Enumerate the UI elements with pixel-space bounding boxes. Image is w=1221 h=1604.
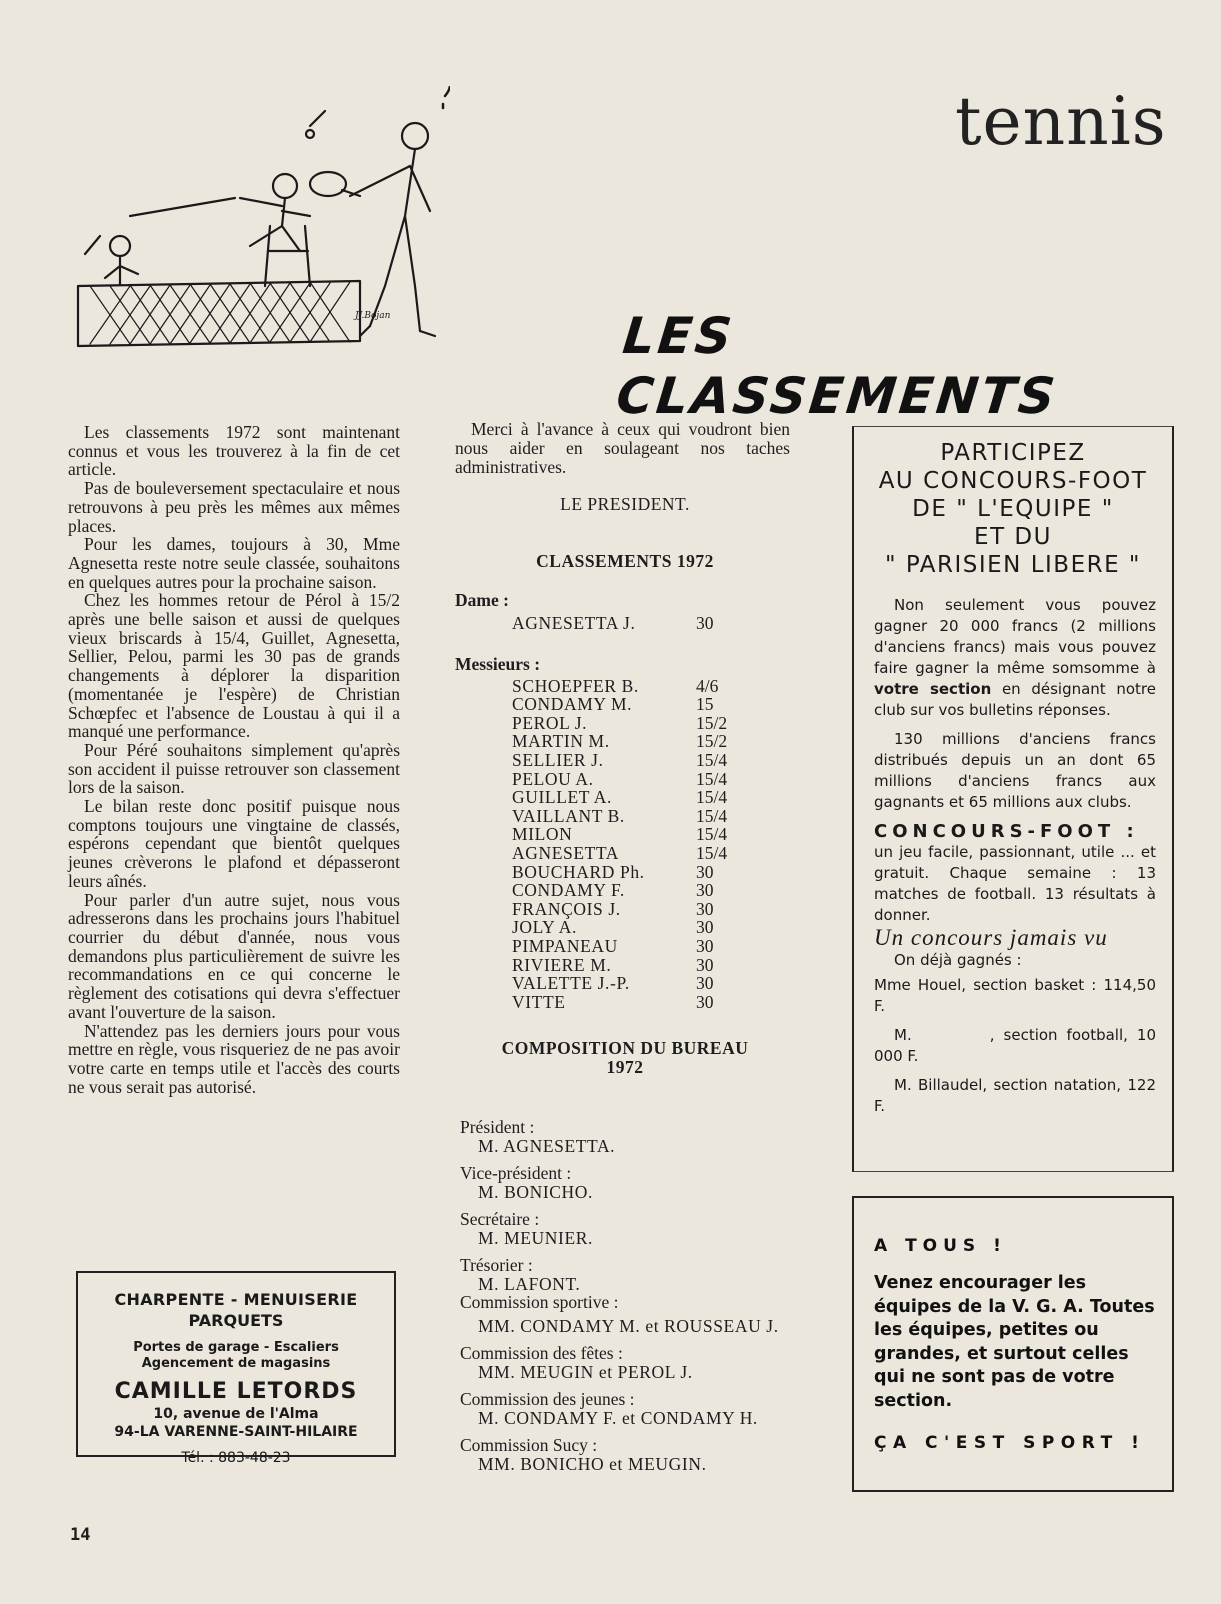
table-row bbox=[512, 614, 714, 633]
article-title: LES CLASSEMENTS bbox=[613, 307, 1061, 425]
player-rank: 30 bbox=[696, 898, 714, 919]
concours-heading bbox=[854, 439, 1172, 579]
men-table bbox=[512, 677, 727, 1012]
heading-line: PARTICIPEZ bbox=[940, 440, 1086, 466]
tous-heading: A TOUS ! bbox=[874, 1236, 1007, 1256]
heading-line: ET DU bbox=[974, 524, 1052, 550]
ad-address: 10, avenue de l'Alma bbox=[153, 1406, 319, 1422]
bureau-title bbox=[455, 1039, 795, 1077]
player-name: RIVIERE M. bbox=[512, 954, 612, 975]
table-row bbox=[512, 788, 727, 807]
paragraph: Le bilan reste donc positif puisque nous comptons toujours une vingtaine de classés, espérons cependant que bientôt quelques jeunes crèverons le plafond et dépasseront leurs aînés. bbox=[68, 796, 400, 891]
player-rank: 15/2 bbox=[696, 712, 728, 733]
player-name: SELLIER J. bbox=[512, 749, 604, 770]
player-rank: 30 bbox=[696, 954, 714, 975]
paragraph: Chez les hommes retour de Pérol à 15/2 après une belle saison et aussi de quelques vieux briscards à 15/4, Guillet, Agnesetta, Sellier, Pelou, parmi les 30 pas de grands changements à déplorer la disparition (momentanée je l'espère) de Christian Schœpfec et l'absence de Loustau à qui il a manqué une performance. bbox=[68, 590, 400, 742]
table-row bbox=[512, 863, 727, 882]
player-name: CONDAMY M. bbox=[512, 694, 633, 715]
bureau-role: Commission des fêtes : bbox=[460, 1343, 623, 1363]
table-row bbox=[512, 900, 727, 919]
bureau-role: Commission Sucy : bbox=[460, 1435, 598, 1455]
cartoon-tennis-players-icon bbox=[70, 86, 450, 361]
player-name: GUILLET A. bbox=[512, 787, 612, 808]
bureau-member: MM. MEUGIN et PEROL J. bbox=[478, 1361, 693, 1382]
bureau-title-line: COMPOSITION DU BUREAU bbox=[501, 1038, 749, 1059]
player-rank: 15/2 bbox=[696, 731, 728, 752]
carpentry-ad bbox=[76, 1271, 396, 1466]
ladies-table bbox=[512, 614, 714, 633]
table-row bbox=[512, 918, 727, 937]
concours-paragraph: 130 millions d'anciens francs distribués depuis un an dont 65 millions d'anciens francs aux gagnants et 65 millions aux clubs. bbox=[874, 730, 1156, 811]
player-rank: 4/6 bbox=[696, 675, 719, 696]
winner bbox=[874, 1025, 1156, 1067]
table-row bbox=[512, 844, 727, 863]
column-2 bbox=[455, 420, 795, 1077]
winner: M. Billaudel, section natation, 122 F. bbox=[874, 1076, 1156, 1115]
text-span: Non seulement vous pouvez gagner 20 000 francs (2 millions d'anciens francs) mais vous pouvez faire gagner la même somsomme à bbox=[874, 596, 1156, 677]
paragraph: Pour Péré souhaitons simplement qu'après son accident il puisse retrouver son classement lors de la saison. bbox=[68, 739, 400, 798]
player-name: MARTIN M. bbox=[512, 731, 610, 752]
player-name: VALETTE J.-P. bbox=[512, 973, 630, 994]
player-name: VITTE bbox=[512, 991, 566, 1012]
article-body bbox=[68, 423, 400, 1096]
player-rank: 30 bbox=[696, 613, 714, 633]
svg-text:JJ.Bojan: JJ.Bojan bbox=[355, 311, 391, 321]
player-rank: 15/4 bbox=[696, 842, 728, 863]
ad-company-name: CAMILLE LETORDS bbox=[114, 1379, 358, 1404]
player-rank: 15/4 bbox=[696, 805, 728, 826]
table-row bbox=[512, 956, 727, 975]
player-name: MILON bbox=[512, 824, 573, 845]
table-row bbox=[512, 677, 727, 696]
table-row bbox=[512, 732, 727, 751]
bureau-title-year: 1972 bbox=[606, 1057, 644, 1078]
text-span: , section football, 10 000 F. bbox=[874, 1026, 1156, 1065]
text-span: en désignant notre club sur vos bulletins réponses. bbox=[874, 680, 1156, 719]
ad-phone: Tél. : 883-48-23 bbox=[181, 1450, 291, 1466]
men-label: Messieurs : bbox=[455, 653, 541, 674]
player-rank: 30 bbox=[696, 991, 714, 1012]
player-rank: 15/4 bbox=[696, 787, 728, 808]
concours-foot-box bbox=[852, 426, 1174, 1172]
player-rank: 30 bbox=[696, 917, 714, 938]
paragraph: N'attendez pas les derniers jours pour vous mettre en règle, vous risqueriez de ne pas avoir votre carte en temps utile et l'accès des courts ne vous serait pas autorisé. bbox=[68, 1020, 400, 1097]
player-rank: 30 bbox=[696, 973, 714, 994]
ad-line: PARQUETS bbox=[188, 1311, 284, 1330]
player-name: AGNESETTA J. bbox=[512, 613, 636, 633]
player-name: JOLY A. bbox=[512, 917, 577, 938]
player-rank: 15/4 bbox=[696, 749, 728, 770]
signature: LE PRESIDENT. bbox=[560, 494, 690, 514]
text-span: M. bbox=[894, 1026, 912, 1044]
paragraph: Les classements 1972 sont maintenant connus et vous les trouverez à la fin de cet article. bbox=[68, 422, 400, 480]
page-number: 14 bbox=[70, 1525, 91, 1545]
player-name: PEROL J. bbox=[512, 712, 588, 733]
bureau-member: M. CONDAMY F. et CONDAMY H. bbox=[478, 1407, 758, 1428]
concours-paragraph: On déjà gagnés : bbox=[894, 951, 1022, 969]
bureau-role: Trésorier : bbox=[460, 1255, 533, 1275]
a-tous-box bbox=[852, 1196, 1174, 1492]
table-row bbox=[512, 770, 727, 789]
bureau-member: M. AGNESETTA. bbox=[478, 1135, 616, 1156]
bureau-role: Commission des jeunes : bbox=[460, 1389, 635, 1409]
player-name: AGNESETTA bbox=[512, 842, 620, 863]
table-row bbox=[512, 881, 727, 900]
table-row bbox=[512, 695, 727, 714]
ladies-label: Dame : bbox=[455, 590, 509, 610]
bureau-member: M. MEUNIER. bbox=[478, 1227, 594, 1248]
concours-paragraph bbox=[874, 595, 1156, 721]
table-row bbox=[512, 825, 727, 844]
bureau-role: Président : bbox=[460, 1117, 535, 1137]
table-row bbox=[512, 751, 727, 770]
player-name: CONDAMY F. bbox=[512, 880, 625, 901]
player-name: BOUCHARD Ph. bbox=[512, 861, 645, 882]
player-name: SCHOEPFER B. bbox=[512, 675, 639, 696]
table-row bbox=[512, 937, 727, 956]
tous-body: Venez encourager les équipes de la V. G. A. Toutes les équipes, petites ou grandes, et surtout celles qui ne sont pas de votre section. bbox=[874, 1273, 1155, 1411]
paragraph: Pour parler d'un autre sujet, nous vous adresserons dans les prochains jours l'habituel courrier du début d'année, nous vous demandons plus particulièrement de suivre les recommandations en ce qui concerne le règlement des cotisations qui devra s'effectuer avant l'ouverture de la saison. bbox=[68, 889, 400, 1022]
bureau-role: Secrétaire : bbox=[460, 1209, 540, 1229]
paragraph: Pas de bouleversement spectaculaire et nous retrouvons à peu près les mêmes aux mêmes places. bbox=[68, 478, 400, 536]
tous-footer: ÇA C'EST SPORT ! bbox=[874, 1433, 1146, 1453]
bureau-list bbox=[460, 1118, 800, 1473]
heading-line: DE " L'EQUIPE " bbox=[912, 496, 1114, 522]
player-name: PELOU A. bbox=[512, 768, 594, 789]
table-row bbox=[512, 974, 727, 993]
concours-subheading: CONCOURS-FOOT : bbox=[874, 821, 1139, 842]
table-row bbox=[512, 993, 727, 1012]
bureau-member: M. BONICHO. bbox=[478, 1181, 594, 1202]
concours-slogan: Un concours jamais vu bbox=[874, 925, 1108, 950]
bureau-role: Commission sportive : bbox=[460, 1292, 619, 1312]
winner: Mme Houel, section basket : 114,50 F. bbox=[874, 976, 1156, 1015]
rankings-title: CLASSEMENTS 1972 bbox=[536, 551, 714, 571]
emphasis: votre section bbox=[874, 680, 992, 698]
concours-paragraph: un jeu facile, passionnant, utile ... et gratuit. Chaque semaine : 13 matches de football. 13 résultats à donner. bbox=[874, 843, 1156, 924]
player-rank: 15/4 bbox=[696, 768, 728, 789]
player-name: PIMPANEAU bbox=[512, 935, 618, 956]
closing-text: Merci à l'avance à ceux qui voudront bien nous aider en soulageant nos taches administratives. bbox=[455, 419, 790, 477]
player-rank: 15/4 bbox=[696, 824, 728, 845]
paragraph: Pour les dames, toujours à 30, Mme Agnesetta reste notre seule classée, souhaitons en quelques autres pour la prochaine saison. bbox=[68, 534, 400, 592]
table-row bbox=[512, 714, 727, 733]
bureau-member: MM. BONICHO et MEUGIN. bbox=[478, 1453, 707, 1474]
ad-address: 94-LA VARENNE-SAINT-HILAIRE bbox=[114, 1424, 358, 1440]
bureau-member: M. LAFONT. bbox=[478, 1273, 581, 1294]
player-name: FRANÇOIS J. bbox=[512, 898, 621, 919]
bureau-member: MM. CONDAMY M. et ROUSSEAU J. bbox=[478, 1315, 779, 1336]
ad-line: Agencement de magasins bbox=[141, 1356, 331, 1371]
player-rank: 30 bbox=[696, 935, 714, 956]
player-rank: 30 bbox=[696, 880, 714, 901]
player-rank: 30 bbox=[696, 861, 714, 882]
bureau-role: Vice-président : bbox=[460, 1163, 572, 1183]
heading-line: AU CONCOURS-FOOT bbox=[878, 468, 1148, 494]
table-row bbox=[512, 807, 727, 826]
ad-line: Portes de garage - Escaliers bbox=[133, 1340, 339, 1355]
section-title: tennis bbox=[955, 83, 1167, 160]
heading-line: " PARISIEN LIBERE " bbox=[884, 552, 1142, 578]
player-rank: 15 bbox=[696, 694, 714, 715]
ad-line: CHARPENTE - MENUISERIE bbox=[114, 1290, 358, 1309]
player-name: VAILLANT B. bbox=[512, 805, 625, 826]
